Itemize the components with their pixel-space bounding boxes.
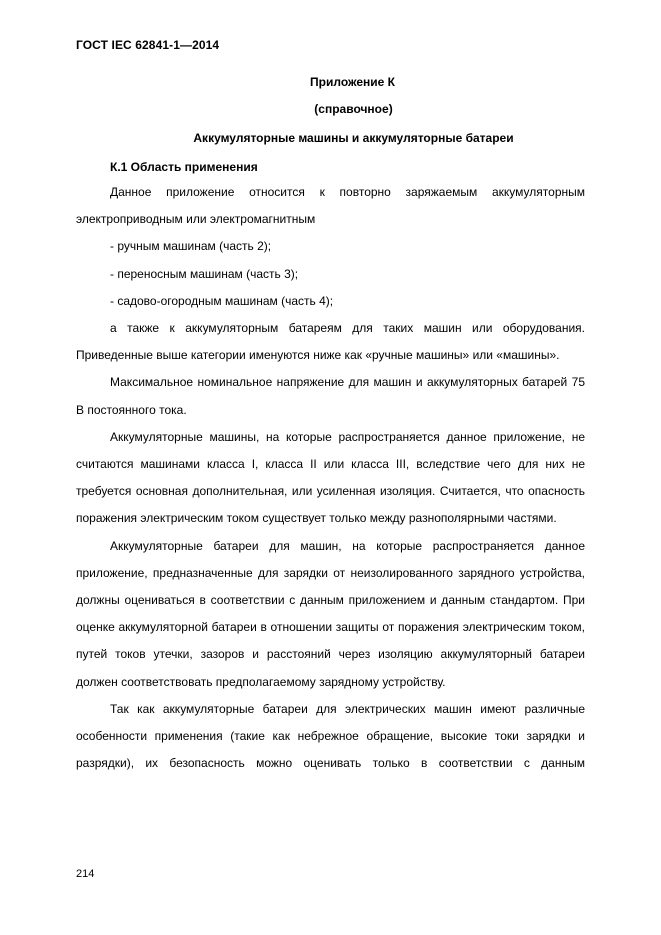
- list-item: - переносным машинам (часть 3);: [110, 266, 299, 281]
- list-item: - садово-огородным машинам (часть 4);: [110, 293, 334, 308]
- section-heading: К.1 Область применения: [110, 160, 258, 174]
- paragraph-safety: Так как аккумуляторные батареи для электрических машин имеют различные особенности применения (такие как небрежное обращение, высокие токи зарядки и разрядки), их безопасность можно оценивать только в соответствии с данным: [76, 701, 585, 771]
- page-number: 214: [76, 868, 95, 880]
- paragraph-voltage: Максимальное номинальное напряжение для машин и аккумуляторных батарей 75 В постоянного тока.: [76, 375, 585, 417]
- standard-code: ГОСТ IEC 62841-1—2014: [76, 38, 220, 52]
- paragraph-charger: Аккумуляторные батареи для машин, на которые распространяется данное приложение, предназначенные для зарядки от неизолированного зарядного устройства, должны оцениваться в соответствии с данным приложением и данным стандартом. При оценке аккумуляторной батареи в отношении защиты от поражения электрическим током, путей токов утечки, зазоров и расстояний через изоляцию аккумуляторный батареи должен соответствовать предполагаемому зарядному устройству.: [76, 538, 585, 689]
- body-text: [76, 179, 585, 777]
- annex-title: Приложение К: [310, 75, 395, 89]
- annex-name: Аккумуляторные машины и аккумуляторные батареи: [193, 131, 514, 145]
- paragraph-insulation: Аккумуляторные машины, на которые распространяется данное приложение, не считаются машинами класса I, класса II или класса III, вследствие чего для них не требуется основная дополнительная, или усиленная изоляция. Считается, что опасность поражения электрическим током существует только между разнополярными частями.: [76, 429, 585, 526]
- paragraph-scope: Данное приложение относится к повторно заряжаемым аккумуляторным электроприводным или электромагнитным: [76, 185, 585, 227]
- list-item: - ручным машинам (часть 2);: [110, 239, 272, 254]
- annex-kind: (справочное): [314, 102, 393, 116]
- paragraph-batteries: а также к аккумуляторным батареям для таких машин или оборудования. Приведенные выше категории именуются ниже как «ручные машины» или «машины».: [76, 321, 585, 363]
